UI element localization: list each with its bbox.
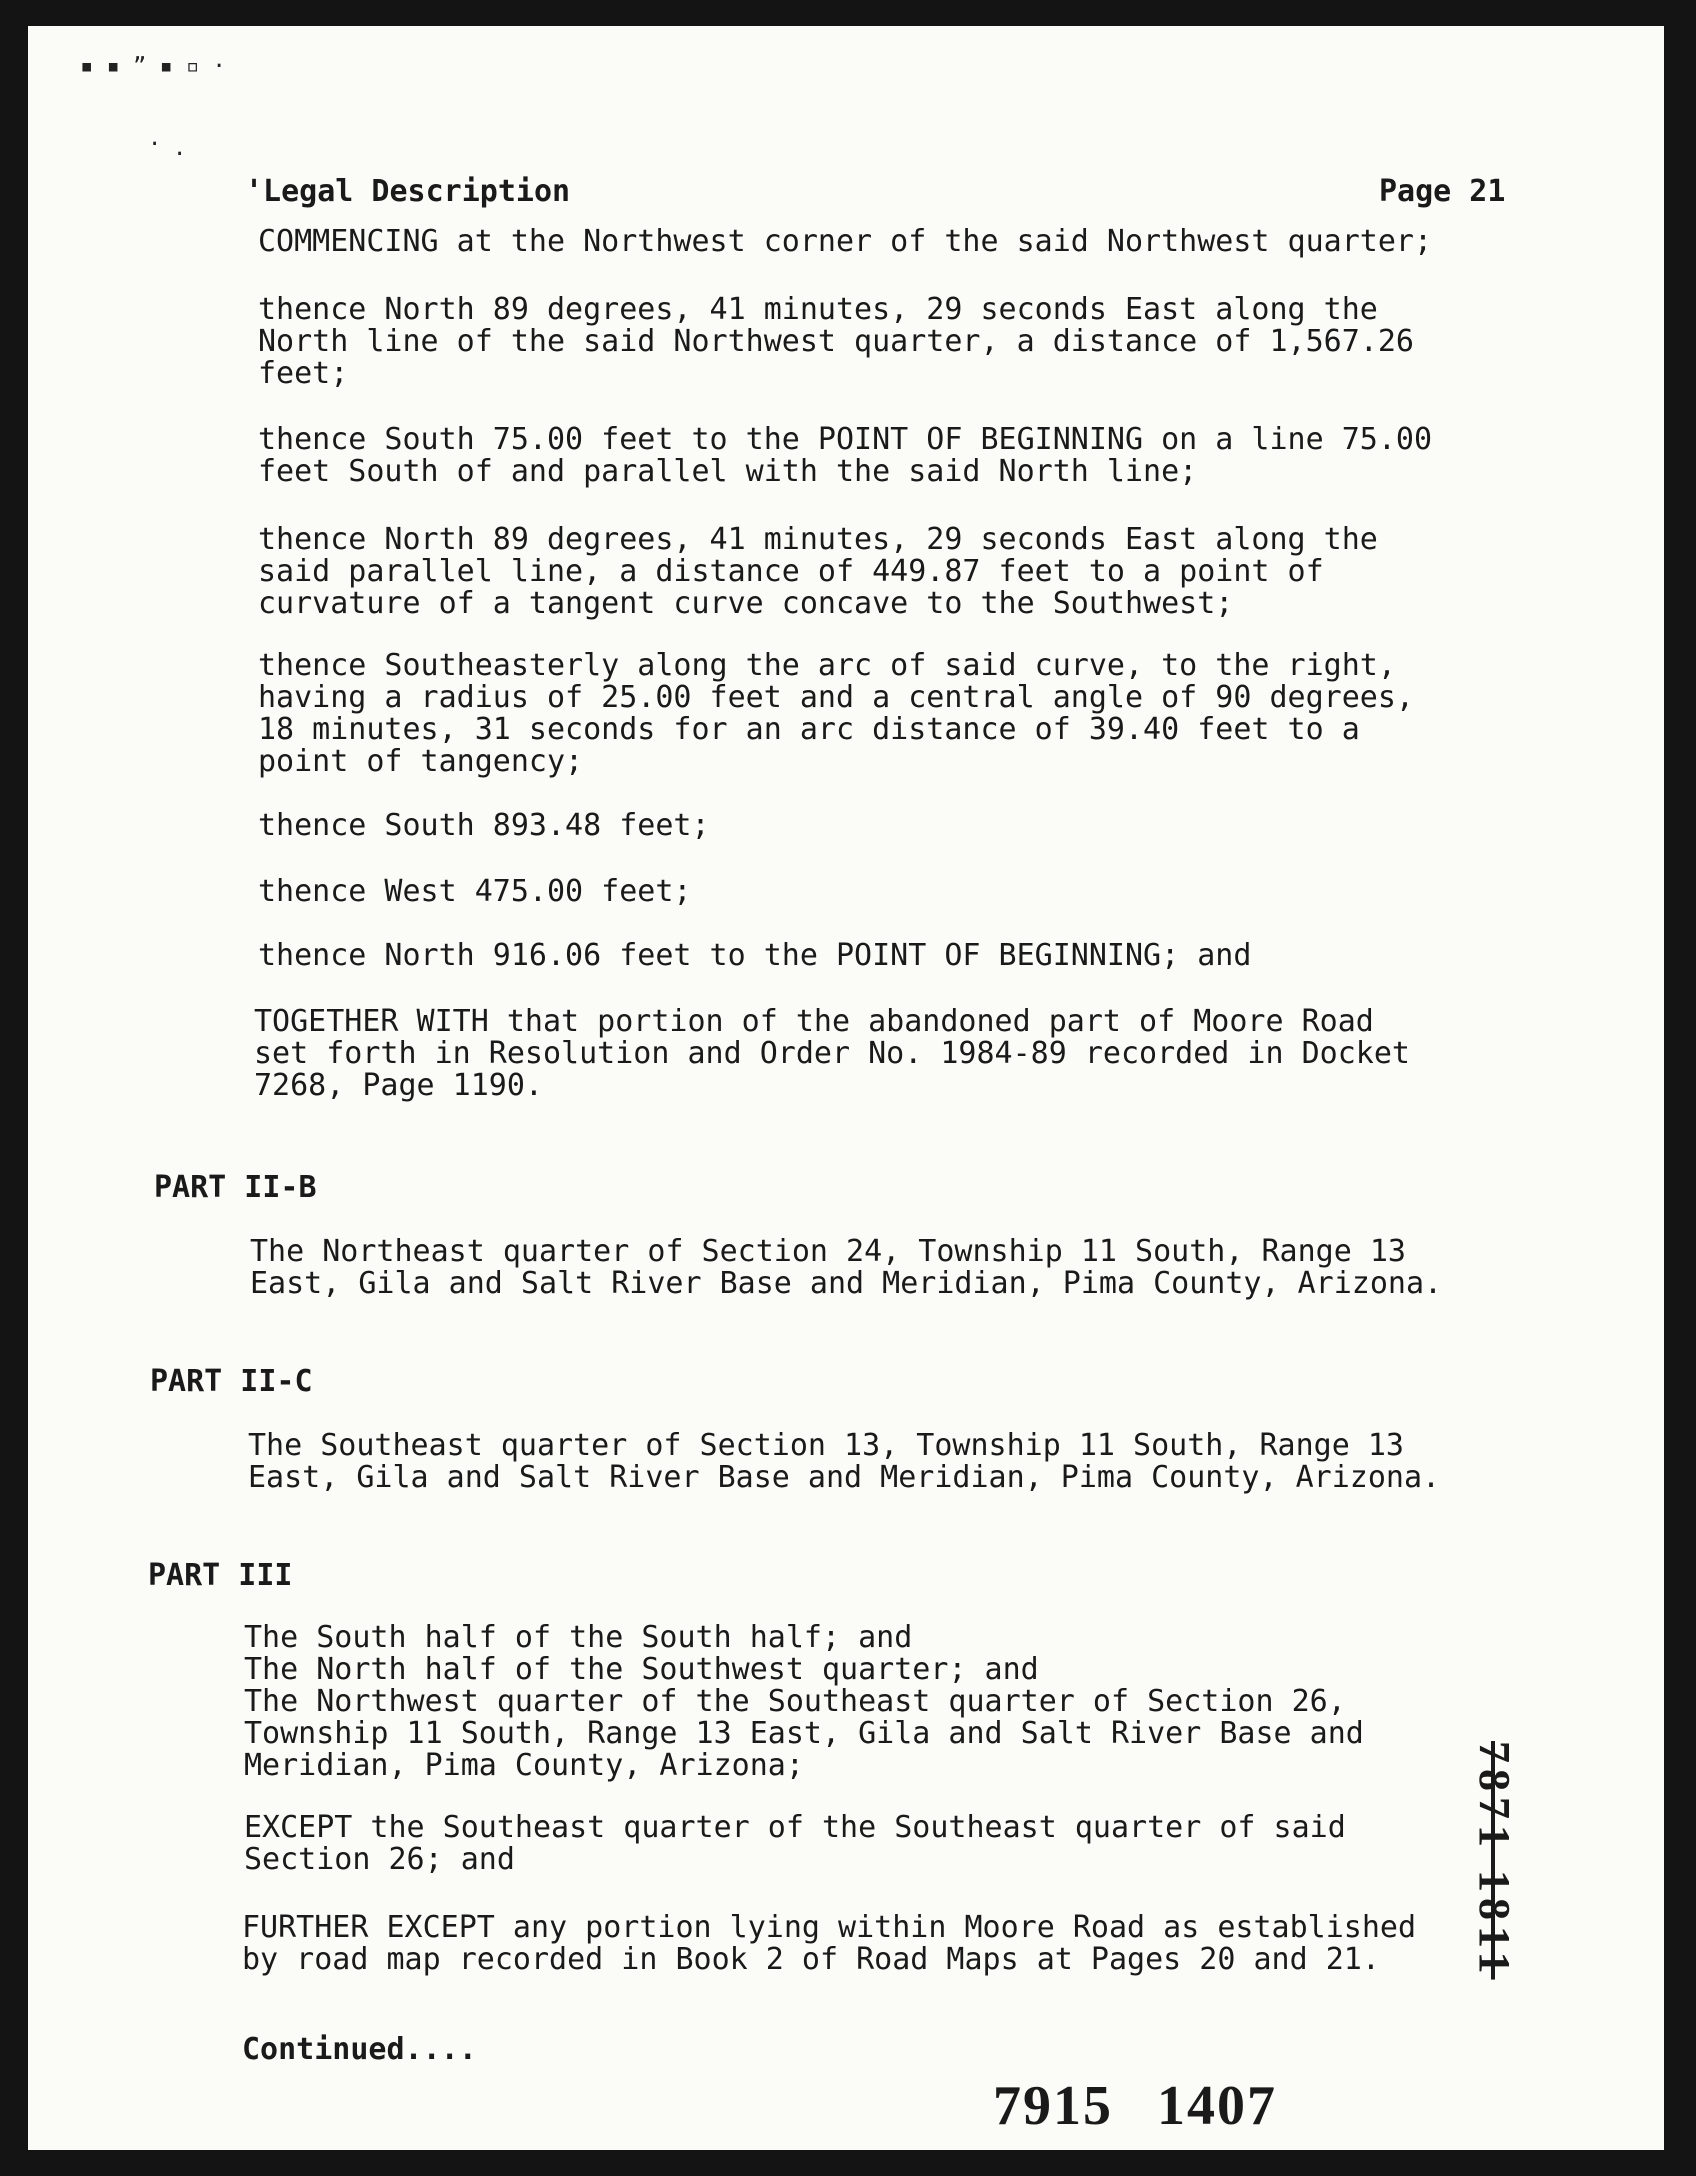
legal-paragraph: thence Southeasterly along the arc of said curve, to the right, having a radius of 25.00 feet and a central angle of 90 degrees, 18 minutes, 31 seconds for an arc distance of 39.40 feet to a point of tangency; — [258, 648, 1414, 779]
part-text: The Northeast quarter of Section 24, Township 11 South, Range 13 East, Gila and Salt River Base and Meridian, Pima County, Arizona. — [250, 1234, 1443, 1301]
document-page — [28, 26, 1664, 2150]
header-page-number: Page 21 — [1379, 174, 1506, 209]
part-heading: PART II-B — [154, 1170, 317, 1205]
docket-stamp: 7915 1407 — [993, 2075, 1277, 2137]
legal-paragraph: thence South 893.48 feet; — [258, 808, 710, 843]
legal-paragraph: COMMENCING at the Northwest corner of the said Northwest quarter; — [258, 224, 1432, 259]
scan-noise: · — [173, 142, 187, 167]
legal-paragraph: thence West 475.00 feet; — [258, 874, 692, 909]
scan-noise: ▪ ▪ ˮ ▪ ▫ · — [80, 54, 226, 79]
legal-paragraph: thence North 89 degrees, 41 minutes, 29 seconds East along the said parallel line, a distance of 449.87 feet to a point of curvature of a tangent curve concave to the Southwest; — [258, 522, 1378, 621]
legal-paragraph: thence North 916.06 feet to the POINT OF BEGINNING; and — [258, 938, 1252, 973]
margin-docket-note: 7871 1811 — [1470, 1741, 1519, 1980]
header-title: 'Legal Description — [245, 174, 571, 209]
part-text: FURTHER EXCEPT any portion lying within Moore Road as established by road map recorded in Book 2 of Road Maps at Pages 20 and 21. — [242, 1910, 1416, 1977]
part-text: EXCEPT the Southeast quarter of the Southeast quarter of said Section 26; and — [244, 1810, 1346, 1877]
legal-paragraph: thence South 75.00 feet to the POINT OF BEGINNING on a line 75.00 feet South of and parallel with the said North line; — [258, 422, 1432, 489]
scan-noise: · — [148, 132, 162, 157]
part-text: The South half of the South half; and The North half of the Southwest quarter; and The Northwest quarter of the Southeast quarter of Section 26, Township 11 South, Range 13 East, Gila and Salt River Base and Meridian, Pima County, Arizona; — [244, 1620, 1364, 1783]
legal-paragraph: TOGETHER WITH that portion of the abandoned part of Moore Road set forth in Resolution and Order No. 1984-89 recorded in Docket 7268, Page 1190. — [254, 1004, 1410, 1103]
continued-label: Continued.... — [242, 2032, 477, 2067]
legal-paragraph: thence North 89 degrees, 41 minutes, 29 seconds East along the North line of the said Northwest quarter, a distance of 1,567.26 feet; — [258, 292, 1414, 391]
part-heading: PART II-C — [150, 1364, 313, 1399]
part-text: The Southeast quarter of Section 13, Township 11 South, Range 13 East, Gila and Salt River Base and Meridian, Pima County, Arizona. — [248, 1428, 1441, 1495]
part-heading: PART III — [148, 1558, 293, 1593]
